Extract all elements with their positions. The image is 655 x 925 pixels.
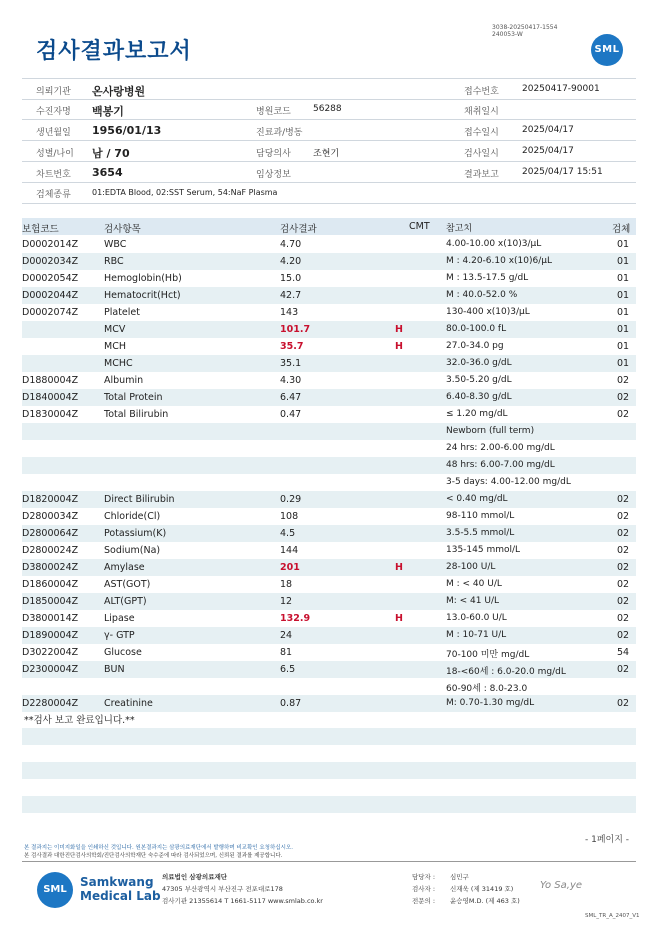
cell-code: D0002054Z: [22, 273, 79, 284]
table-row: [22, 474, 636, 491]
cell-code: D2800034Z: [22, 511, 79, 522]
cell-ref: < 0.40 mg/dL: [446, 494, 508, 504]
test-date-label: 검사일시: [464, 149, 499, 159]
cell-result: 0.87: [280, 698, 302, 709]
cell-spec: 54: [617, 647, 630, 658]
col-spec: 검체: [612, 224, 631, 235]
cell-item: Sodium(Na): [104, 545, 161, 556]
cell-item: Hematocrit(Hct): [104, 290, 181, 301]
table-row: [22, 627, 636, 644]
cell-item: Amylase: [104, 562, 145, 573]
table-row: [22, 440, 636, 457]
cell-spec: 02: [617, 375, 630, 386]
divider: [22, 99, 636, 100]
receipt-no-value: 20250417-90001: [522, 84, 600, 94]
cell-item: Total Bilirubin: [104, 409, 169, 420]
cell-result: 35.1: [280, 358, 302, 369]
table-row: [22, 321, 636, 338]
col-cmt: CMT: [409, 221, 430, 232]
cell-ref: M : 40.0-52.0 %: [446, 290, 518, 300]
divider: [22, 119, 636, 120]
cell-spec: 02: [617, 698, 630, 709]
table-row: [22, 559, 636, 576]
divider: [22, 78, 636, 79]
cell-spec: 01: [617, 256, 630, 267]
report-label: 결과보고: [464, 170, 499, 180]
cell-ref: M: < 41 U/L: [446, 596, 500, 606]
cell-code: D1840004Z: [22, 392, 79, 403]
doctor-value: 조현기: [313, 149, 340, 159]
cell-item: BUN: [104, 664, 125, 675]
cell-item: WBC: [104, 239, 127, 250]
cell-ref: ≤ 1.20 mg/dL: [446, 409, 508, 419]
cell-item: Direct Bilirubin: [104, 494, 175, 505]
sex-age-label: 성별/나이: [36, 149, 74, 159]
cell-spec: 01: [617, 341, 630, 352]
cell-ref: 27.0-34.0 pg: [446, 341, 504, 351]
cell-flag: H: [395, 613, 403, 624]
cell-ref: 3-5 days: 4.00-12.00 mg/dL: [446, 477, 571, 487]
cell-result: 42.7: [280, 290, 302, 301]
cell-ref: M : < 40 U/L: [446, 579, 502, 589]
cell-item: Albumin: [104, 375, 144, 386]
cell-result: 6.47: [280, 392, 302, 403]
cell-code: D1830004Z: [22, 409, 79, 420]
table-row: [22, 270, 636, 287]
cell-ref: 24 hrs: 2.00-6.00 mg/dL: [446, 443, 555, 453]
cell-item: Platelet: [104, 307, 140, 318]
cell-item: MCH: [104, 341, 126, 352]
cell-spec: 02: [617, 409, 630, 420]
cell-result: 201: [280, 562, 300, 573]
cell-spec: 01: [617, 358, 630, 369]
brand-line1: Samkwang: [80, 875, 154, 889]
receipt-date-value: 2025/04/17: [522, 125, 574, 135]
staff1-value: 심민구: [450, 873, 469, 881]
table-row: [22, 287, 636, 304]
cell-code: D2280004Z: [22, 698, 79, 709]
table-row: [22, 253, 636, 270]
staff2-label: 검사자 :: [412, 885, 436, 893]
org-name: 의료법인 삼광의료재단: [162, 873, 228, 881]
cell-spec: 01: [617, 239, 630, 250]
cell-spec: 02: [617, 613, 630, 624]
org-contact: 검사기관 21355614 T 1661-5117 www.smlab.co.kr: [162, 897, 323, 905]
receipt-no-label: 접수번호: [464, 87, 499, 97]
cell-ref: 13.0-60.0 U/L: [446, 613, 507, 623]
cell-code: D1880004Z: [22, 375, 79, 386]
cell-ref: Newborn (full term): [446, 426, 535, 436]
blank-band: [22, 728, 636, 745]
cell-spec: 02: [617, 562, 630, 573]
cell-code: D3800014Z: [22, 613, 79, 624]
cell-result: 0.29: [280, 494, 302, 505]
cell-code: D1850004Z: [22, 596, 79, 607]
cell-item: RBC: [104, 256, 124, 267]
cell-code: D2300004Z: [22, 664, 79, 675]
table-row: [22, 525, 636, 542]
cell-spec: 02: [617, 494, 630, 505]
table-row: [22, 678, 636, 695]
cell-result: 144: [280, 545, 299, 556]
dob-value: 1956/01/13: [92, 124, 162, 137]
page-title: 검사결과보고서: [36, 39, 192, 64]
table-row: [22, 372, 636, 389]
table-row: [22, 338, 636, 355]
table-row: [22, 610, 636, 627]
cell-item: Glucose: [104, 647, 142, 658]
cell-ref: 3.50-5.20 g/dL: [446, 375, 512, 385]
cell-spec: 02: [617, 511, 630, 522]
col-code: 보험코드: [22, 224, 59, 235]
cell-result: 108: [280, 511, 299, 522]
staff3-value: 윤승영M.D. (제 463 호): [450, 897, 520, 905]
cell-result: 4.20: [280, 256, 302, 267]
footnote-1: 본 결과지는 이미지화일을 인쇄하신 것입니다. 원본결과지는 삼광의료재단에서 발행하며 비교확인 요청하십시오.: [24, 845, 293, 851]
blank-band: [22, 796, 636, 813]
patient-label: 수진자명: [36, 107, 71, 117]
table-row: [22, 695, 636, 712]
col-ref: 참고치: [446, 224, 473, 234]
cell-spec: 02: [617, 545, 630, 556]
cell-ref: 130-400 x(10)3/μL: [446, 307, 530, 317]
cell-code: D0002074Z: [22, 307, 79, 318]
cell-ref: 4.00-10.00 x(10)3/μL: [446, 239, 542, 249]
cell-spec: 02: [617, 528, 630, 539]
cell-item: AST(GOT): [104, 579, 151, 590]
cell-result: 4.30: [280, 375, 302, 386]
table-row: [22, 644, 636, 661]
cell-result: 81: [280, 647, 293, 658]
cell-item: γ- GTP: [104, 630, 135, 641]
cell-ref: M : 4.20-6.10 x(10)6/μL: [446, 256, 553, 266]
page-number: - 1페이지 -: [585, 835, 630, 845]
table-row: [22, 593, 636, 610]
patient-value: 백봉기: [92, 105, 124, 118]
cell-item: Potassium(K): [104, 528, 167, 539]
table-row: [22, 491, 636, 508]
test-date-value: 2025/04/17: [522, 146, 574, 156]
cell-spec: 01: [617, 324, 630, 335]
cell-code: D0002044Z: [22, 290, 79, 301]
cell-item: MCV: [104, 324, 126, 335]
cell-result: 18: [280, 579, 293, 590]
cell-ref: M : 10-71 U/L: [446, 630, 507, 640]
col-result: 검사결과: [280, 224, 317, 235]
cell-flag: H: [395, 341, 403, 352]
collect-label: 채취일시: [464, 107, 499, 117]
cell-ref: 3.5-5.5 mmol/L: [446, 528, 515, 538]
signature: Yo Sa,ye: [540, 880, 583, 891]
cell-ref: 98-110 mmol/L: [446, 511, 515, 521]
divider: [22, 203, 636, 204]
cell-code: D2800064Z: [22, 528, 79, 539]
specimen-value: 01:EDTA Blood, 02:SST Serum, 54:NaF Plasma: [92, 188, 278, 197]
cell-spec: 02: [617, 579, 630, 590]
table-row: [22, 406, 636, 423]
doc-id-line2: 240053-W: [492, 31, 523, 38]
table-row: [22, 236, 636, 253]
staff1-label: 담당자 :: [412, 873, 436, 881]
cell-spec: 01: [617, 307, 630, 318]
table-row: [22, 542, 636, 559]
results-table-header: [22, 218, 636, 235]
cell-spec: 01: [617, 273, 630, 284]
cell-ref: M : 13.5-17.5 g/dL: [446, 273, 529, 283]
cell-result: 35.7: [280, 341, 304, 352]
cell-ref: 48 hrs: 6.00-7.00 mg/dL: [446, 460, 555, 470]
staff2-value: 신재욱 (제 31419 호): [450, 885, 514, 893]
cell-code: D3800024Z: [22, 562, 79, 573]
doc-id-line1: 3038-20250417-1554: [492, 24, 558, 31]
col-item: 검사항목: [104, 224, 141, 235]
cell-result: 101.7: [280, 324, 311, 335]
dept-label: 진료과/병동: [256, 128, 303, 138]
cell-item: MCHC: [104, 358, 133, 369]
cell-result: 132.9: [280, 613, 311, 624]
divider: [22, 161, 636, 162]
cell-item: Creatinine: [104, 698, 153, 709]
cell-code: D1860004Z: [22, 579, 79, 590]
cell-code: D2800024Z: [22, 545, 79, 556]
cell-ref: 70-100 미만 mg/dL: [446, 650, 530, 660]
cell-item: Chloride(Cl): [104, 511, 161, 522]
table-row: [22, 661, 636, 678]
cell-ref: 28-100 U/L: [446, 562, 496, 572]
cell-result: 4.5: [280, 528, 296, 539]
cell-code: D1890004Z: [22, 630, 79, 641]
cell-spec: 01: [617, 290, 630, 301]
footer-divider: [22, 861, 636, 862]
table-row: [22, 508, 636, 525]
cell-ref: M: 0.70-1.30 mg/dL: [446, 698, 535, 708]
cell-flag: H: [395, 324, 403, 335]
cell-result: 4.70: [280, 239, 302, 250]
cell-ref: 80.0-100.0 fL: [446, 324, 507, 334]
doctor-label: 담당의사: [256, 149, 291, 159]
hospital-value: 온사랑병원: [92, 85, 146, 98]
table-row: [22, 389, 636, 406]
footnote-2: 본 검사결과 대한진단검사의학회/진단검사의학재단 숙수준에 따라 검사되었으며, 신뢰된 결과를 제공합니다.: [24, 853, 283, 859]
sml-logo: SML: [591, 34, 623, 66]
hosp-code-value: 56288: [313, 104, 342, 114]
cell-spec: 02: [617, 664, 630, 675]
table-row: [22, 423, 636, 440]
sml-footer-logo: SML: [37, 872, 73, 908]
dob-label: 생년월일: [36, 128, 71, 138]
hospital-label: 의뢰기관: [36, 87, 71, 97]
doc-id: [492, 24, 557, 38]
report-value: 2025/04/17 15:51: [522, 167, 603, 177]
cell-item: ALT(GPT): [104, 596, 147, 607]
org-address: 47305 부산광역시 부산진구 전포대로178: [162, 885, 283, 893]
cell-spec: 02: [617, 596, 630, 607]
cell-code: D3022004Z: [22, 647, 79, 658]
cell-ref: 32.0-36.0 g/dL: [446, 358, 512, 368]
chart-value: 3654: [92, 166, 123, 179]
cell-result: 24: [280, 630, 293, 641]
cell-result: 15.0: [280, 273, 302, 284]
cell-ref: 18-<60세 : 6.0-20.0 mg/dL: [446, 667, 566, 677]
table-row: [22, 355, 636, 372]
specimen-label: 검체종류: [36, 190, 71, 200]
cell-result: 6.5: [280, 664, 296, 675]
cell-spec: 02: [617, 392, 630, 403]
cell-code: D0002034Z: [22, 256, 79, 267]
chart-label: 차트번호: [36, 170, 71, 180]
hosp-code-label: 병원코드: [256, 107, 291, 117]
divider: [22, 140, 636, 141]
cell-ref: 135-145 mmol/L: [446, 545, 521, 555]
cell-result: 0.47: [280, 409, 302, 420]
receipt-date-label: 접수일시: [464, 128, 499, 138]
table-row: [22, 457, 636, 474]
clinical-label: 임상정보: [256, 170, 291, 180]
brand-line2: Medical Lab: [80, 889, 161, 903]
cell-spec: 02: [617, 630, 630, 641]
table-row: [22, 304, 636, 321]
blank-band: [22, 762, 636, 779]
staff3-label: 전문의 :: [412, 897, 436, 905]
cell-item: Total Protein: [104, 392, 163, 403]
cell-ref: 60-90세 : 8.0-23.0: [446, 684, 528, 694]
form-version: SML_TR_A_2407_V1: [585, 913, 640, 919]
cell-item: Lipase: [104, 613, 135, 624]
cell-item: Hemoglobin(Hb): [104, 273, 182, 284]
cell-code: D0002014Z: [22, 239, 79, 250]
sex-age-value: 남 / 70: [92, 147, 130, 160]
table-row: [22, 576, 636, 593]
cell-ref: 6.40-8.30 g/dL: [446, 392, 512, 402]
brand-name: [80, 875, 161, 903]
cell-result: 143: [280, 307, 299, 318]
cell-flag: H: [395, 562, 403, 573]
cell-result: 12: [280, 596, 293, 607]
report-complete-note: **검사 보고 완료입니다.**: [24, 715, 135, 726]
cell-code: D1820004Z: [22, 494, 79, 505]
divider: [22, 182, 636, 183]
